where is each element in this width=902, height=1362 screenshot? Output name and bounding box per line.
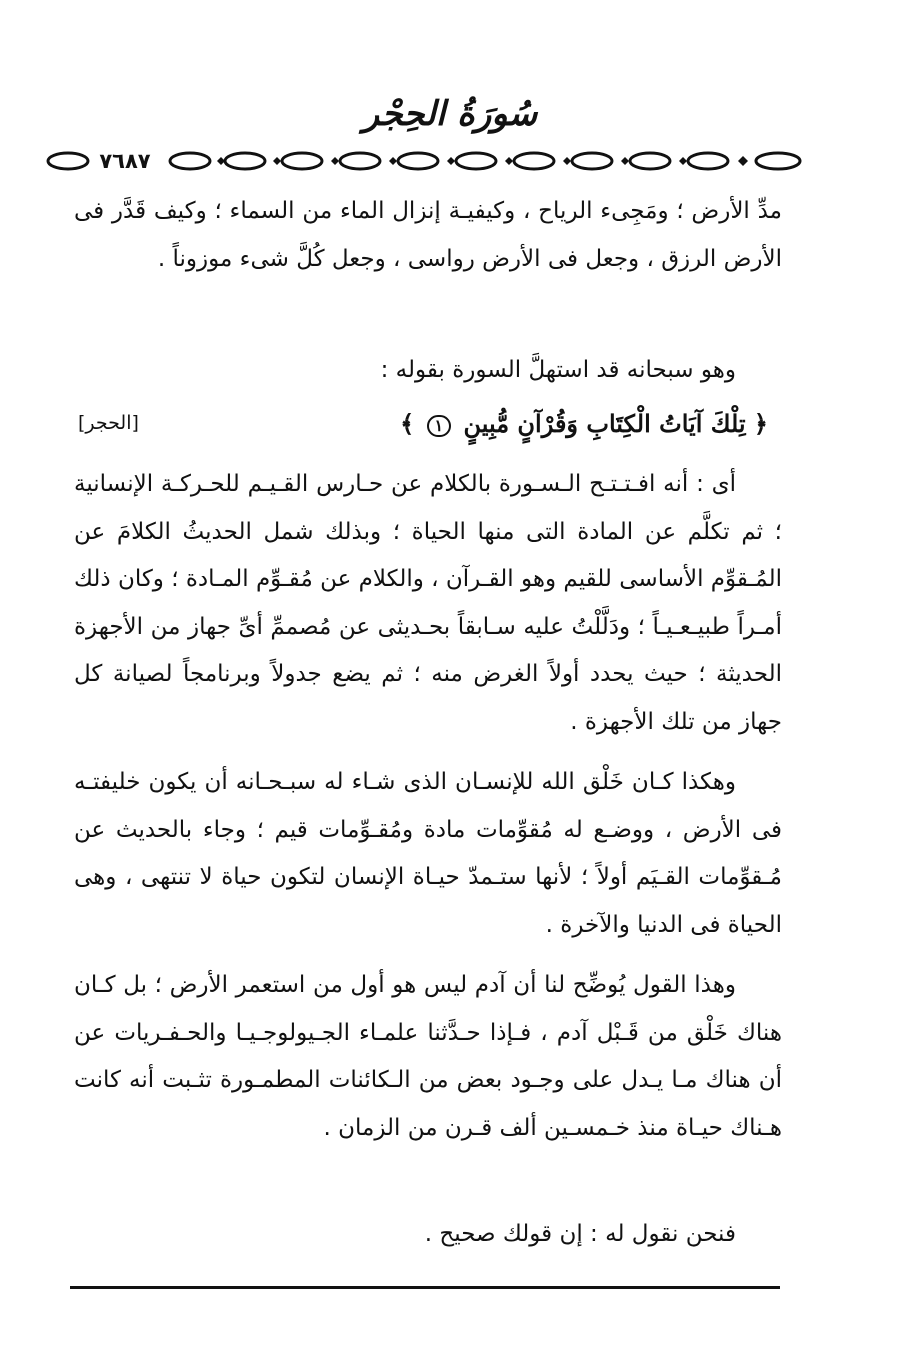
paragraph-1: مدِّ الأرض ؛ ومَجِىء الرياح ، وكيفيـة إنزال الماء من السماء ؛ وكيف قَدَّر فى الأرض الرزق ، وجعل فى الأرض رواسى ، وجعل كُلَّ شىء موزوناً .	[74, 198, 782, 272]
surah-reference: [الحجر]	[78, 412, 139, 434]
quran-verse	[400, 400, 768, 448]
paragraph-4: وهكذا كـان خَلْق الله للإنسـان الذى شـاء له سبـحـانه أن يكون خليفتـه فى الأرض ، ووضـع له مُقوِّمات مادة ومُقـوِّمات قيم ؛ وجاء بالحديث عن مُـقوِّمات القـيَم أولاً ؛ لأنها ستـمدّ حيـاة الإنسان لتكون حياة لا تنتهى ، وهى الحياة فى الدنيا والآخرة .	[74, 769, 782, 938]
paragraph-2: وهو سبحانه قد استهلَّ السورة بقوله :	[380, 357, 736, 383]
verse-text: ﴿ تِلْكَ آيَاتُ الْكِتَابِ وَقُرْآنٍ مُّبِينٍ	[463, 409, 768, 438]
footer-rule	[70, 1286, 780, 1289]
paragraph-5: وهذا القول يُوضِّح لنا أن آدم ليس هو أول من استعمر الأرض ؛ بل كـان هناك خَلْق من قَـبْل آدم ، فـإذا حـدَّثنا علمـاء الجـيولوجـيـا والحـفـريات عن أن هناك مـا يـدل على وجـود بعض من الـكائنات المطمـورة تثـبت أنه كانت هـناك حيـاة منذ خـمسـين ألف قـرن من الزمان .	[74, 972, 782, 1141]
paragraph-6: فنحن نقول له : إن قولك صحيح .	[424, 1221, 736, 1247]
verse-close-bracket: ﴾	[400, 409, 415, 438]
paragraph-3: أى : أنه افـتـتـح الـسـورة بالكلام عن حـارس القـيـم للحـركـة الإنسانية ؛ ثم تكلَّم عن المادة التى منها الحياة ؛ وبذلك شمل الحديثُ الكلامَ عن المُـقوِّم الأساسى للقيم وهو القـرآن ، والكلام عن مُقـوِّم المـادة ؛ وكان ذلك أمـراً طبيـعـيـاً ؛ ودَلَّلْتُ عليه سـابقاً بحـديثى عن مُصممِّ أىِّ جهاز من الأجهزة الحديثة ؛ حيث يحدد أولاً الغرض منه ؛ ثم يضع جدولاً وبرنامجاً لصيانة كل جهاز من تلك الأجهزة .	[74, 471, 782, 735]
quran-verse-row	[74, 400, 782, 448]
surah-title: سُورَةُ الحِجْر	[362, 94, 538, 134]
verse-number: ١	[427, 415, 452, 437]
page-number: ٧٦٨٧	[92, 148, 158, 174]
